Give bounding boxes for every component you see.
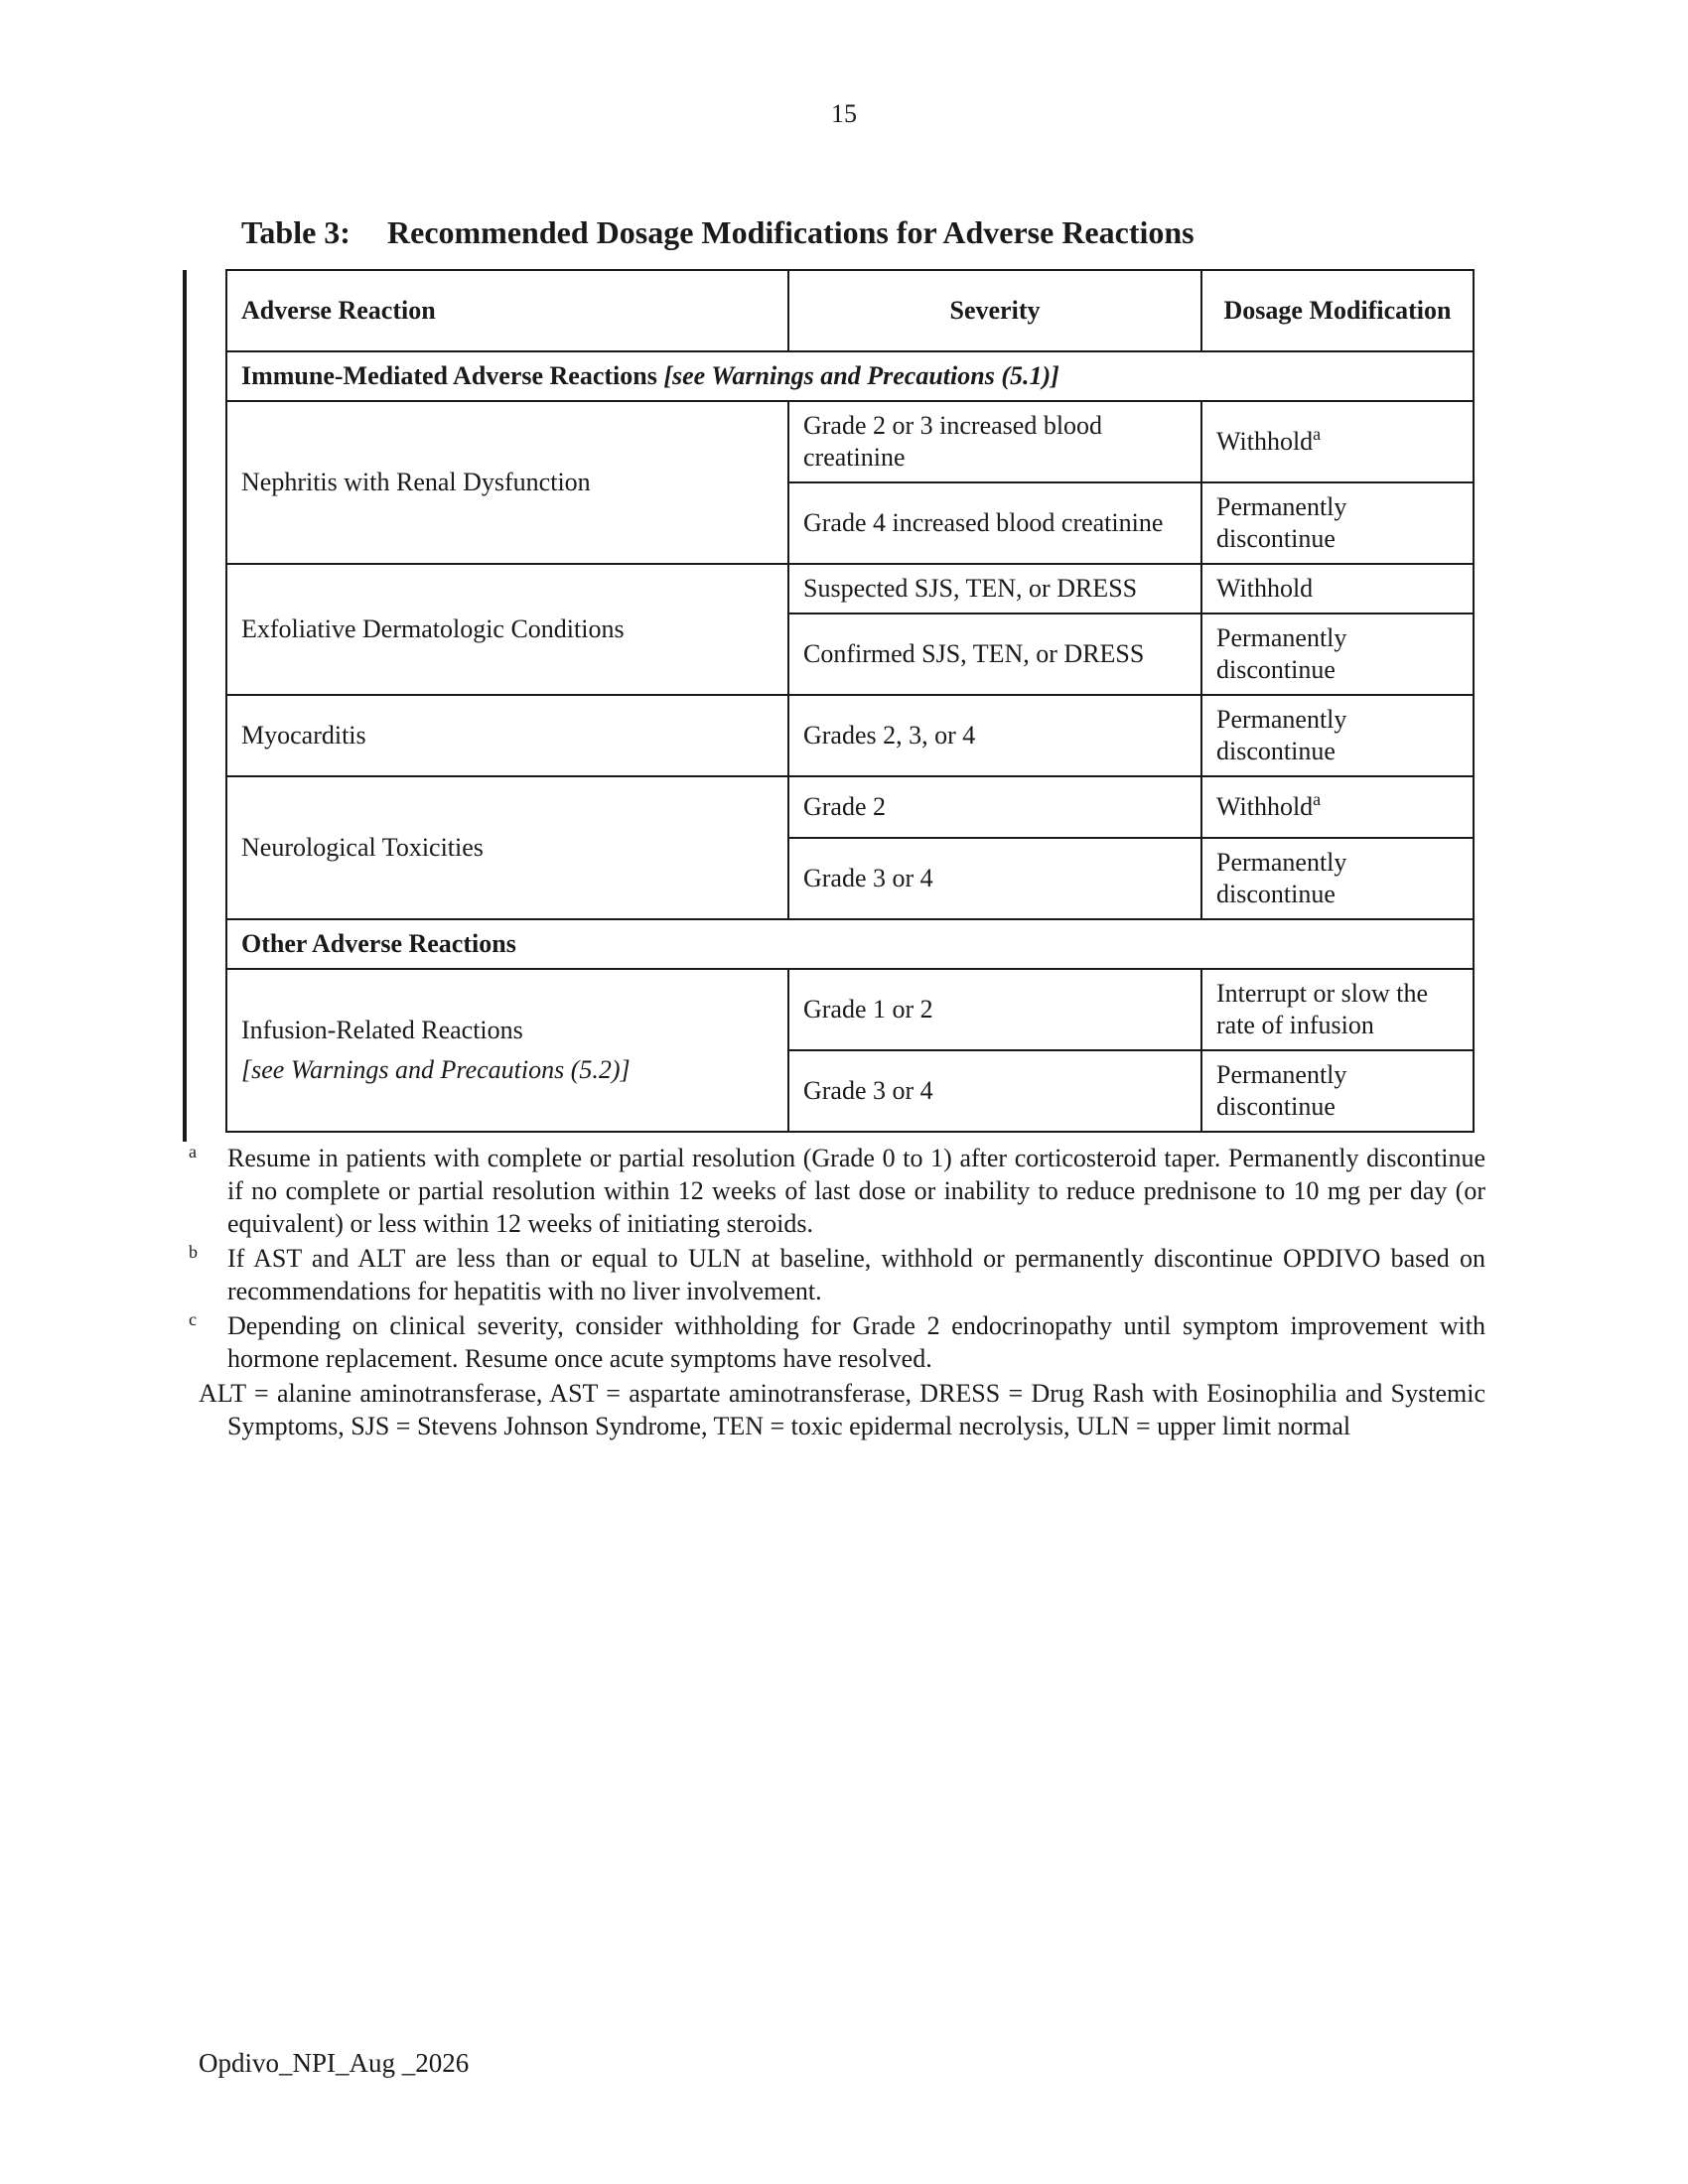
revision-change-bar: [183, 270, 187, 1142]
footnote-text: Resume in patients with complete or partial resolution (Grade 0 to 1) after corticosteroid taper. Permanently discontinue if no complete or partial resolution within 12 weeks of last dose or inability to reduce prednisone to 10 mg per day (or equivalent) or less within 12 weeks of initiating steroids.: [227, 1144, 1485, 1238]
reaction-nephritis: Nephritis with Renal Dysfunction: [226, 401, 788, 564]
modification-cell: Interrupt or slow the rate of infusion: [1201, 969, 1474, 1050]
table-row: [226, 695, 1474, 776]
severity-cell: Grade 2 or 3 increased blood creatinine: [788, 401, 1201, 482]
severity-cell: Grades 2, 3, or 4: [788, 695, 1201, 776]
abbreviations: ALT = alanine aminotransferase, AST = aspartate aminotransferase, DRESS = Drug Rash with Eosinophilia and Systemic Symptoms, SJS = Stevens Johnson Syndrome, TEN = toxic epidermal necrolysis, ULN = upper limit normal: [199, 1379, 1485, 1440]
footnote-ref-a: a: [1313, 424, 1322, 444]
footnote-ref-a: a: [1313, 789, 1322, 809]
modification-cell: Withhold: [1201, 564, 1474, 614]
severity-cell: Grade 3 or 4: [788, 838, 1201, 919]
section-row-immune: [226, 351, 1474, 401]
header-adverse-reaction: Adverse Reaction: [226, 270, 788, 351]
modification-cell: [1201, 401, 1474, 482]
modification-cell: Permanently discontinue: [1201, 1050, 1474, 1132]
header-severity: Severity: [788, 270, 1201, 351]
table-footnotes: [189, 1142, 1485, 1442]
modification-cell: Permanently discontinue: [1201, 695, 1474, 776]
severity-cell: Grade 1 or 2: [788, 969, 1201, 1050]
reaction-neurological: Neurological Toxicities: [226, 776, 788, 919]
footnote-mark: a: [189, 1142, 197, 1161]
footnote-text: If AST and ALT are less than or equal to ULN at baseline, withhold or permanently discontinue OPDIVO based on recommendations for hepatitis with no liver involvement.: [227, 1244, 1485, 1305]
footnote-a: [189, 1142, 1485, 1240]
severity-cell: Grade 3 or 4: [788, 1050, 1201, 1132]
table-row: [226, 969, 1474, 1050]
section-row-other: [226, 919, 1474, 969]
table-title-label: Table 3:: [241, 214, 351, 250]
page-number: 15: [831, 99, 857, 128]
table-row: [226, 564, 1474, 614]
table-title-text: Recommended Dosage Modifications for Adverse Reactions: [387, 214, 1195, 250]
reaction-infusion-label: Infusion-Related Reactions: [241, 1016, 523, 1044]
footnote-mark: c: [189, 1309, 197, 1329]
document-footer: Opdivo_NPI_Aug _2026: [199, 2048, 470, 2078]
section-immune-mediated: [226, 351, 1474, 401]
modification-cell: Permanently discontinue: [1201, 838, 1474, 919]
severity-cell: Suspected SJS, TEN, or DRESS: [788, 564, 1201, 614]
table-row: [226, 776, 1474, 838]
section-other-adverse: Other Adverse Reactions: [226, 919, 1474, 969]
modification-cell: [1201, 776, 1474, 838]
severity-cell: Confirmed SJS, TEN, or DRESS: [788, 614, 1201, 695]
footnote-b: [189, 1242, 1485, 1307]
reaction-infusion: [226, 969, 788, 1132]
section-immune-title: Immune-Mediated Adverse Reactions: [241, 361, 657, 390]
modification-cell: Permanently discontinue: [1201, 614, 1474, 695]
table-row: [226, 401, 1474, 482]
footnote-text: Depending on clinical severity, consider withholding for Grade 2 endocrinopathy until symptom improvement with hormone replacement. Resume once acute symptoms have resolved.: [227, 1311, 1485, 1373]
severity-cell: Grade 2: [788, 776, 1201, 838]
footnote-mark: b: [189, 1242, 198, 1262]
header-dosage-modification: Dosage Modification: [1201, 270, 1474, 351]
modification-text: Withhold: [1216, 427, 1314, 456]
reaction-infusion-ref: [see Warnings and Precautions (5.2)]: [241, 1055, 631, 1084]
modification-text: Withhold: [1216, 792, 1314, 821]
reaction-myocarditis: Myocarditis: [226, 695, 788, 776]
table-header-row: [226, 270, 1474, 351]
reaction-exfoliative: Exfoliative Dermatologic Conditions: [226, 564, 788, 695]
table-title: [241, 214, 1195, 251]
dosage-modification-table: [225, 269, 1475, 1133]
modification-cell: Permanently discontinue: [1201, 482, 1474, 564]
severity-cell: Grade 4 increased blood creatinine: [788, 482, 1201, 564]
section-immune-ref: [see Warnings and Precautions (5.1)]: [663, 361, 1059, 390]
footnote-c: [189, 1309, 1485, 1375]
